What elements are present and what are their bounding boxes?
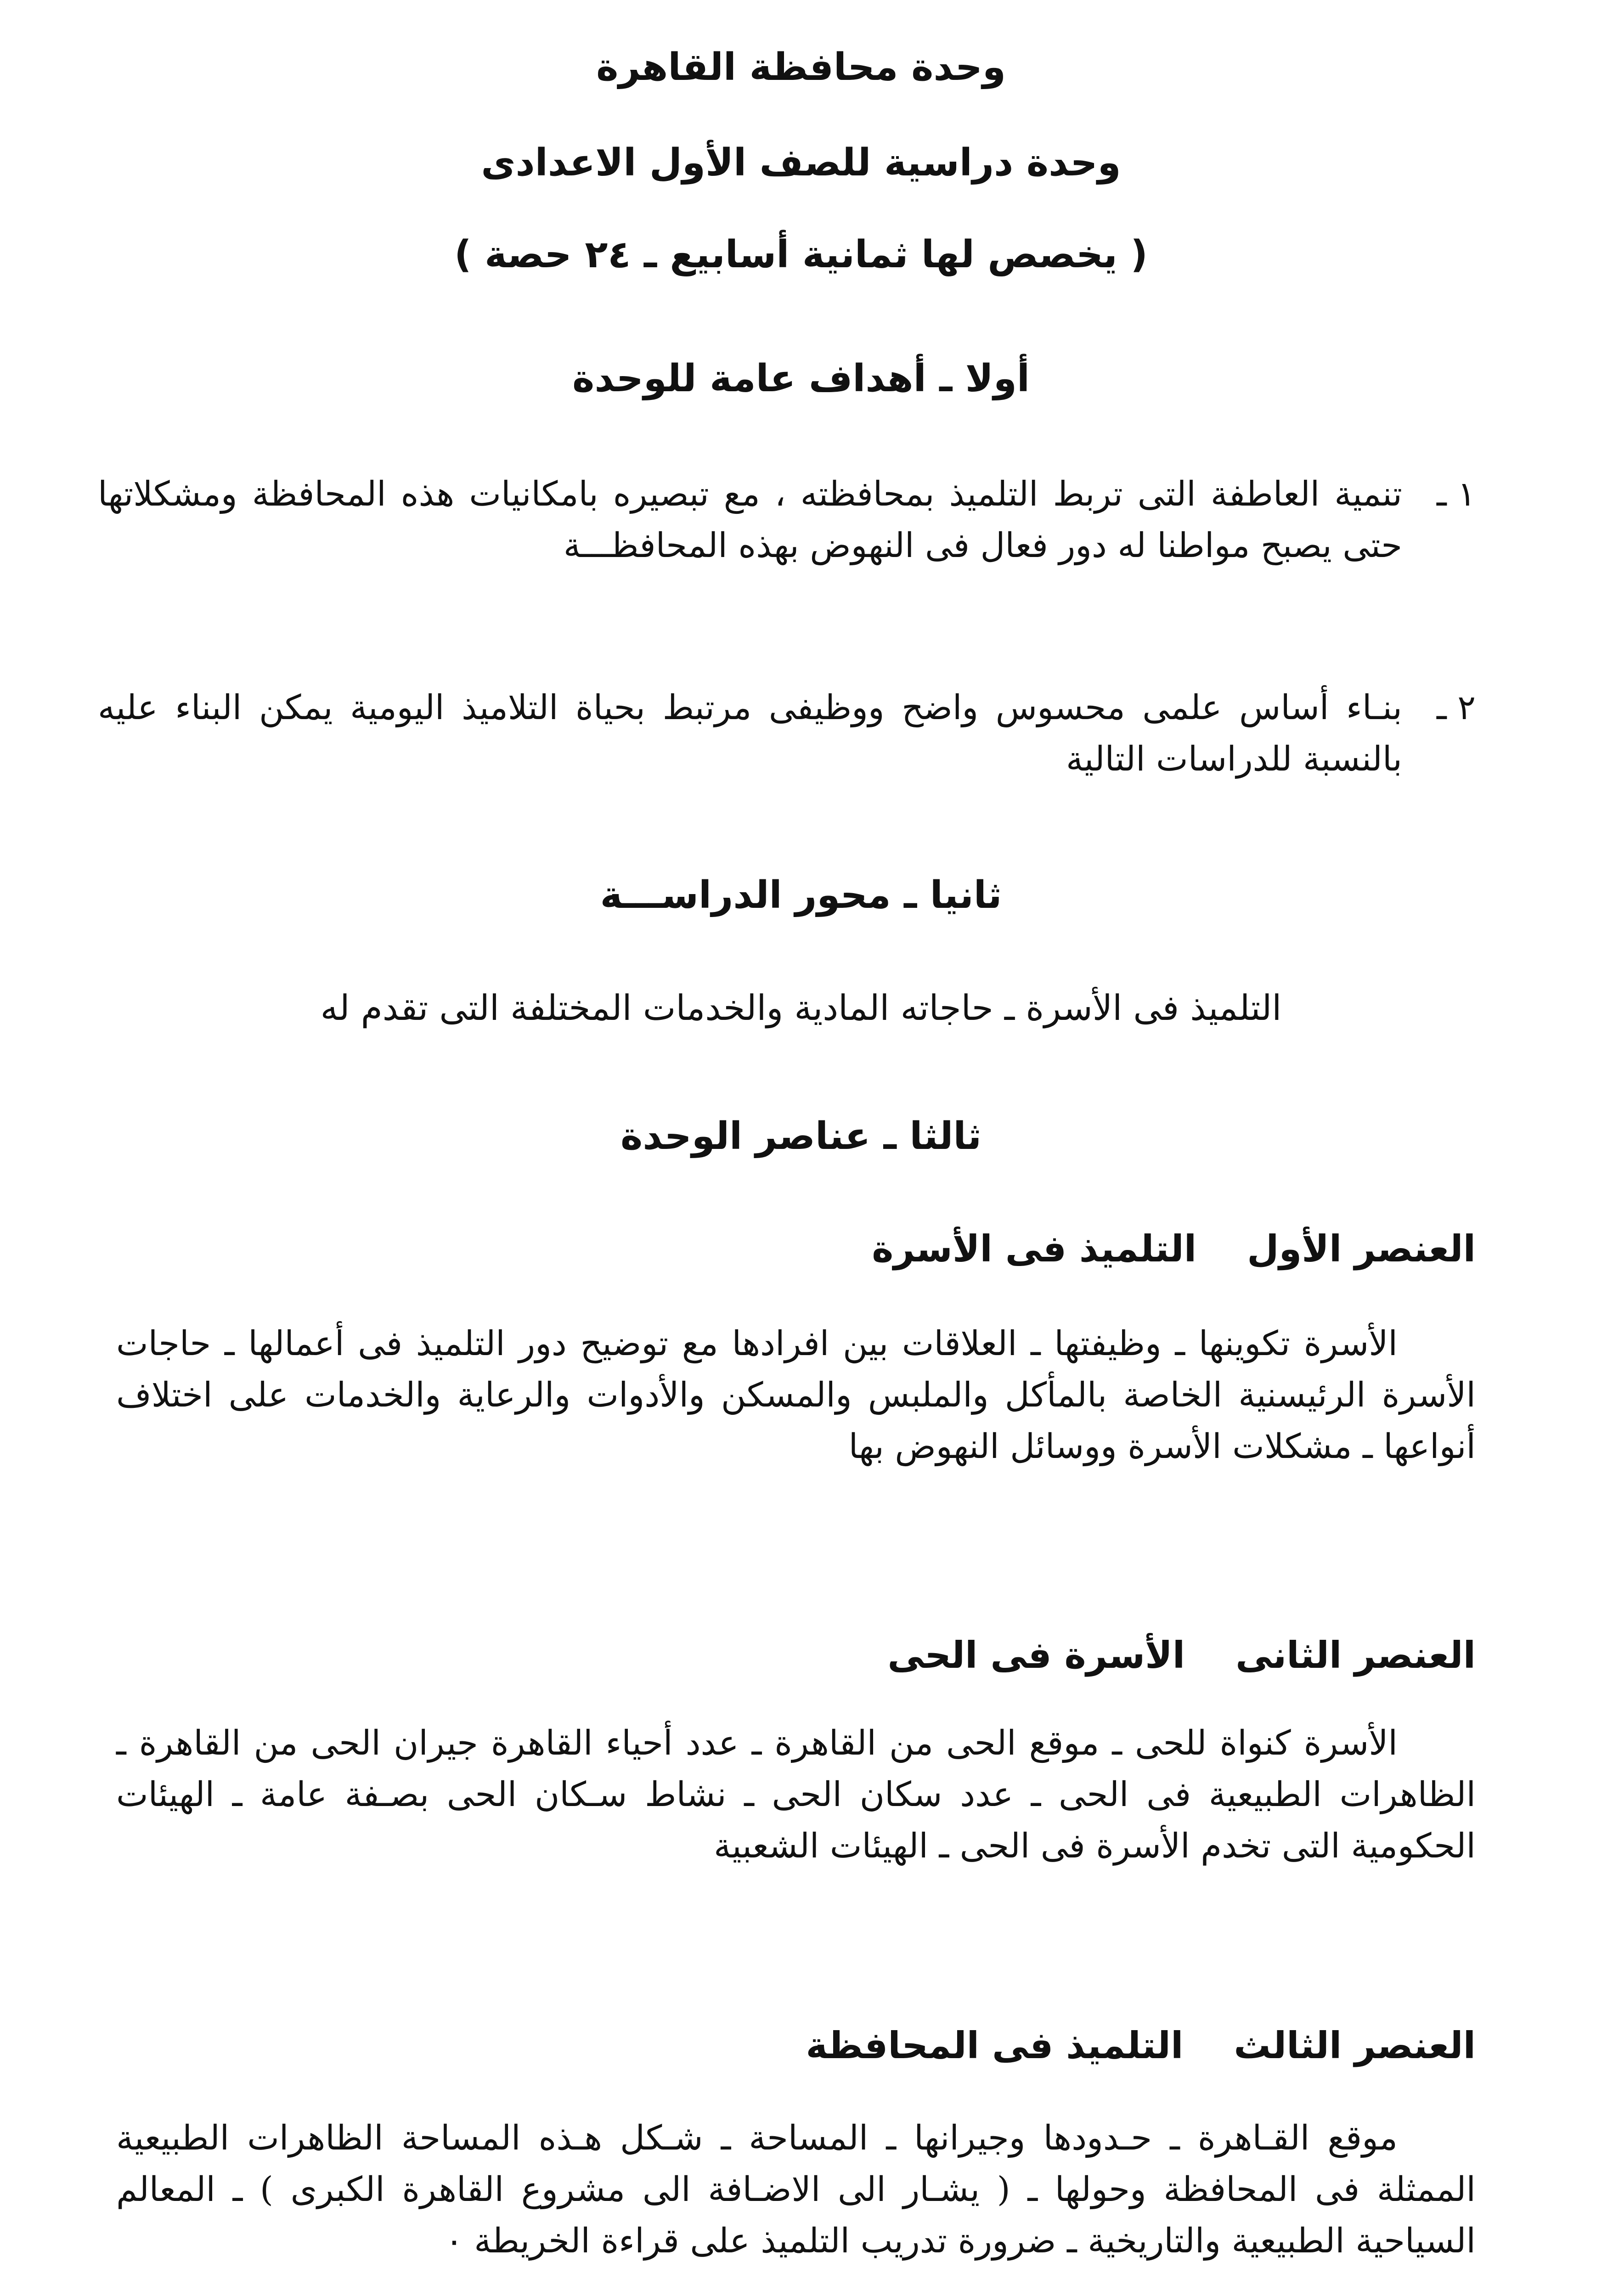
objective-text: بنـاء أساس علمى محسوس واضح ووظيفى مرتبط بحياة التلاميذ اليومية يمكن البناء عليه بالنسبة للدراسات التالية	[98, 688, 1402, 779]
section-heading-objectives: أولا ـ أهداف عامة للوحدة	[572, 357, 1030, 400]
element-title: التلميذ فى المحافظة	[806, 2024, 1184, 2067]
element-text-3: موقع القـاهرة ـ حـدودها وجيرانها ـ المساحة ـ شـكل هـذه المساحة الظاهرات الطبيعية الممثلة فى المحافظة وحولها ـ ( يشـار الى الاضـافة الى مشروع القاهرة الكبرى ) ـ المعالم السياحية الطبيعية والتاريخية ـ ضرورة تدريب التلميذ على قراءة الخريطة ٠	[116, 2118, 1476, 2261]
objective-item-1	[98, 468, 1476, 571]
element-title: التلميذ فى الأسرة	[872, 1227, 1197, 1270]
objective-text: تنمية العاطفة التى تربط التلميذ بمحافظته ، مع تبصيره بامكانيات هذه المحافظة ومشكلاتها حتى يصبح مواطنا له دور فعال فى النهوض بهذه المحافظـــة	[98, 474, 1402, 565]
objective-item-2	[98, 682, 1476, 785]
element-text-1: الأسرة تكوينها ـ وظيفتها ـ العلاقات بين افرادها مع توضيح دور التلميذ فى أعمالها ـ حاجات الأسرة الرئيسنية الخاصة بالمأكل والملبس والمسكن والأدوات والرعاية والخدمات على اختلاف أنواعها ـ مشكلات الأسرة ووسائل النهوض بها	[116, 1324, 1476, 1466]
element-heading-3	[806, 2020, 1476, 2071]
element-text-2: الأسرة كنواة للحى ـ موقع الحى من القاهرة ـ عدد أحياء القاهرة جيران الحى من القاهرة ـ الظاهرات الطبيعية فى الحى ـ عدد سكان الحى ـ نشاط سـكان الحى بصـفة عامة ـ الهيئات الحكومية التى تخدم الأسرة فى الحى ـ الهيئات الشعبية	[116, 1723, 1476, 1866]
section-heading-elements: ثالثا ـ عناصر الوحدة	[620, 1114, 982, 1158]
element-label: العنصر الثانى	[1235, 1634, 1476, 1677]
unit-title: وحدة محافظة القاهرة	[596, 45, 1006, 89]
objective-number: ٢ ـ	[1437, 688, 1476, 727]
element-label: العنصر الثالث	[1234, 2024, 1476, 2067]
unit-subtitle: وحدة دراسية للصف الأول الاعدادى	[481, 141, 1121, 185]
objective-number: ١ ـ	[1437, 474, 1476, 514]
section-heading-focus: ثانيا ـ محور الدراســـة	[600, 873, 1002, 917]
focus-text: التلميذ فى الأسرة ـ حاجاته المادية والخدمات المختلفة التى تقدم له	[320, 987, 1282, 1028]
element-heading-2	[887, 1630, 1476, 1681]
element-heading-1	[872, 1224, 1476, 1274]
unit-duration: ( يخصص لها ثمانية أسابيع ـ ٢٤ حصة )	[454, 233, 1148, 276]
element-title: الأسرة فى الحى	[887, 1634, 1185, 1677]
element-label: العنصر الأول	[1247, 1227, 1476, 1270]
